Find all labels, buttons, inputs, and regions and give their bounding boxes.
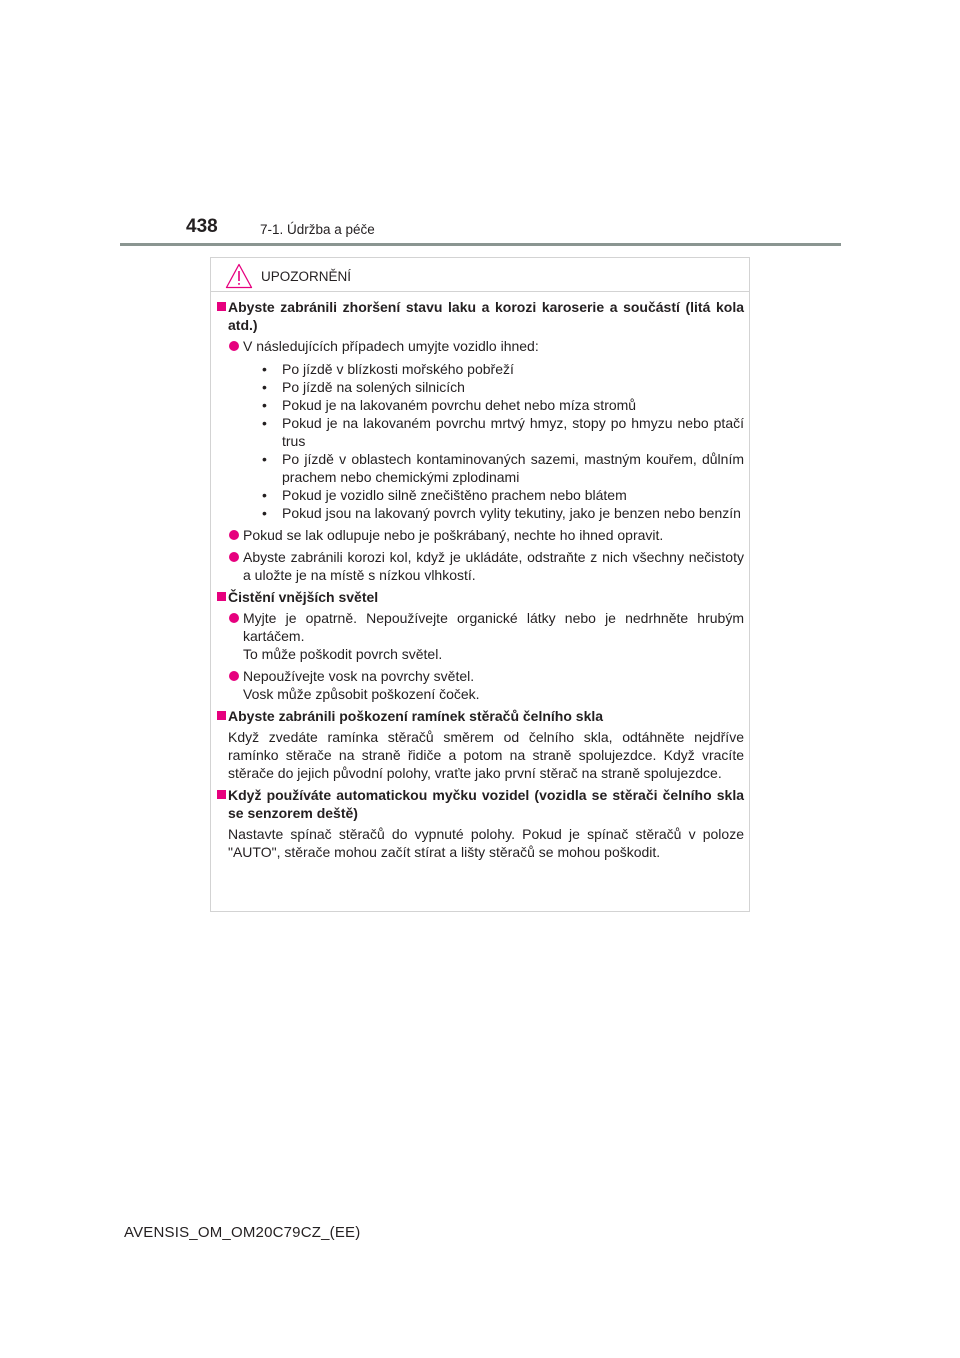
sub-list (243, 360, 744, 522)
section-paint-corrosion (217, 298, 744, 584)
list-item-note: To může poškodit povrch světel. (243, 646, 443, 662)
list-item (228, 667, 744, 703)
list-item-text: Pokud se lak odlupuje nebo je poškrábaný, nechte ho ihned opravit. (243, 527, 664, 543)
section-paragraph: Když zvedáte ramínka stěračů směrem od čelního skla, odtáhněte nejdříve ramínko stěrače na straně řidiče a potom na straně spolujezdce. Když vracíte stěrače do jejich původní polohy, vraťte jako první stěrač na straně spolujezdce. (228, 729, 744, 781)
warning-content (217, 298, 744, 865)
list-item (228, 526, 744, 544)
section-heading: Abyste zabránili zhoršení stavu laku a korozi karoserie a součástí (litá kola atd.) (228, 299, 744, 333)
section-heading: Když používáte automatickou myčku vozidel (vozidla se stěrači čelního skla se senzorem deště) (228, 787, 744, 821)
header-rule (120, 243, 841, 246)
warning-box (210, 257, 750, 912)
sub-list-item: • Po jízdě na solených silnicích (262, 379, 465, 395)
section-heading: Abyste zabránili poškození ramínek stěračů čelního skla (228, 708, 604, 724)
warning-divider (211, 291, 749, 292)
square-bullet-icon (217, 711, 226, 720)
sub-list-item: • Pokud je na lakovaném povrchu mrtvý hmyz, stopy po hmyzu nebo ptačí trus (262, 415, 744, 449)
list-item-text: Abyste zabránili korozi kol, když je ukládáte, odstraňte z nich všechny nečistoty a uložte je na místě s nízkou vlhkostí. (243, 549, 744, 583)
square-bullet-icon (217, 302, 226, 311)
section-heading: Čistění vnějších světel (228, 589, 379, 605)
sub-list-item: • Pokud jsou na lakovaný povrch vylity tekutiny, jako je benzen nebo benzín (262, 505, 741, 521)
list-item (228, 548, 744, 584)
section-car-wash (217, 786, 744, 861)
circle-bullet-icon (229, 613, 239, 623)
square-bullet-icon (217, 592, 226, 601)
section-title: 7-1. Údržba a péče (260, 222, 375, 237)
list-item (228, 337, 744, 522)
section-paragraph: Nastavte spínač stěračů do vypnuté polohy. Pokud je spínač stěračů v poloze "AUTO", stěrače mohou začít stírat a lišty stěračů se mohou poškodit. (228, 826, 744, 860)
list-item-note: Vosk může způsobit poškození čoček. (243, 686, 480, 702)
circle-bullet-icon (229, 671, 239, 681)
sub-list-item: • Po jízdě v oblastech kontaminovaných sazemi, mastným kouřem, důlním prachem nebo chemickými zplodinami (262, 451, 744, 485)
warning-triangle-icon (225, 263, 253, 289)
document-code: AVENSIS_OM_OM20C79CZ_(EE) (124, 1224, 361, 1241)
circle-bullet-icon (229, 530, 239, 540)
list-item-text: Nepoužívejte vosk na povrchy světel. (243, 668, 475, 684)
list-item (228, 609, 744, 663)
warning-label: UPOZORNĚNÍ (261, 268, 352, 284)
circle-bullet-icon (229, 341, 239, 351)
warning-header (225, 262, 351, 290)
list-item-text: V následujících případech umyjte vozidlo ihned: (243, 338, 539, 354)
square-bullet-icon (217, 790, 226, 799)
section-wiper-arms (217, 707, 744, 782)
circle-bullet-icon (229, 552, 239, 562)
page-number: 438 (186, 216, 218, 237)
sub-list-item: • Pokud je vozidlo silně znečištěno prachem nebo blátem (262, 487, 627, 503)
sub-list-item: • Pokud je na lakovaném povrchu dehet nebo míza stromů (262, 397, 637, 413)
sub-list-item: • Po jízdě v blízkosti mořského pobřeží (262, 361, 514, 377)
list-item-text: Myjte je opatrně. Nepoužívejte organické látky nebo je nedrhněte hrubým kartáčem. (243, 610, 744, 644)
section-exterior-lights (217, 588, 744, 703)
